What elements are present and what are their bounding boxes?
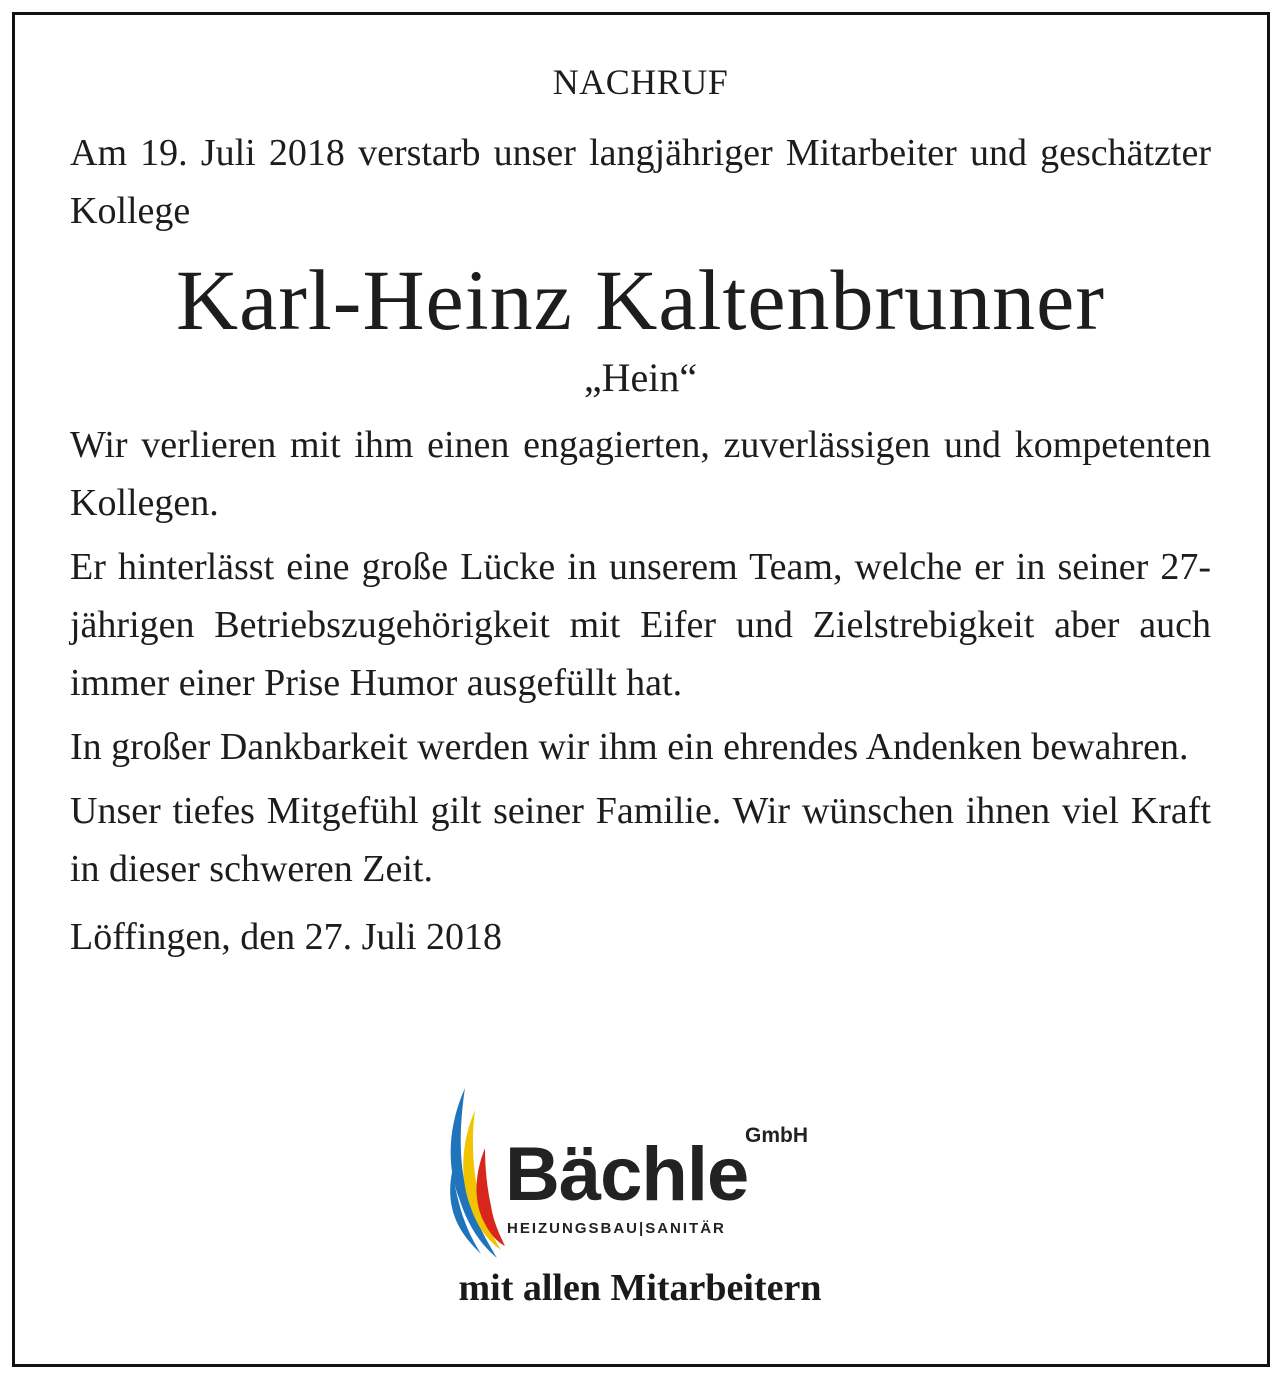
intro-text: Am 19. Juli 2018 verstarb unser langjähriger Mitarbeiter und geschätzter Kollege xyxy=(70,132,1211,232)
company-logo xyxy=(445,1088,845,1268)
paragraph: In großer Dankbarkeit werden wir ihm ein ehrendes Andenken bewahren. xyxy=(70,726,1189,768)
place-date: Löffingen, den 27. Juli 2018 xyxy=(70,916,503,958)
deceased-name: Karl-Heinz Kaltenbrunner xyxy=(176,252,1105,348)
signature-line: mit allen Mitarbeitern xyxy=(458,1267,822,1309)
deceased-nickname: „Hein“ xyxy=(583,355,698,400)
logo-wordmark: Bächle xyxy=(505,1132,749,1217)
obituary-body xyxy=(70,60,1211,966)
paragraph: Unser tiefes Mitgefühl gilt seiner Familie. Wir wünschen ihnen viel Kraft in dieser schweren Zeit. xyxy=(70,790,1211,890)
obituary-heading: NACHRUF xyxy=(552,62,729,102)
logo-legal-form: GmbH xyxy=(745,1124,808,1147)
paragraph: Wir verlieren mit ihm einen engagierten, zuverlässigen und kompetenten Kollegen. xyxy=(70,424,1211,524)
flame-icon xyxy=(445,1088,505,1258)
paragraph: Er hinterlässt eine große Lücke in unserem Team, welche er in seiner 27-jährigen Betriebszugehörigkeit mit Eifer und Zielstrebigkeit aber auch immer einer Prise Humor ausgefüllt hat. xyxy=(70,546,1211,704)
logo-subtitle: HEIZUNGSBAU|SANITÄR xyxy=(507,1220,726,1237)
